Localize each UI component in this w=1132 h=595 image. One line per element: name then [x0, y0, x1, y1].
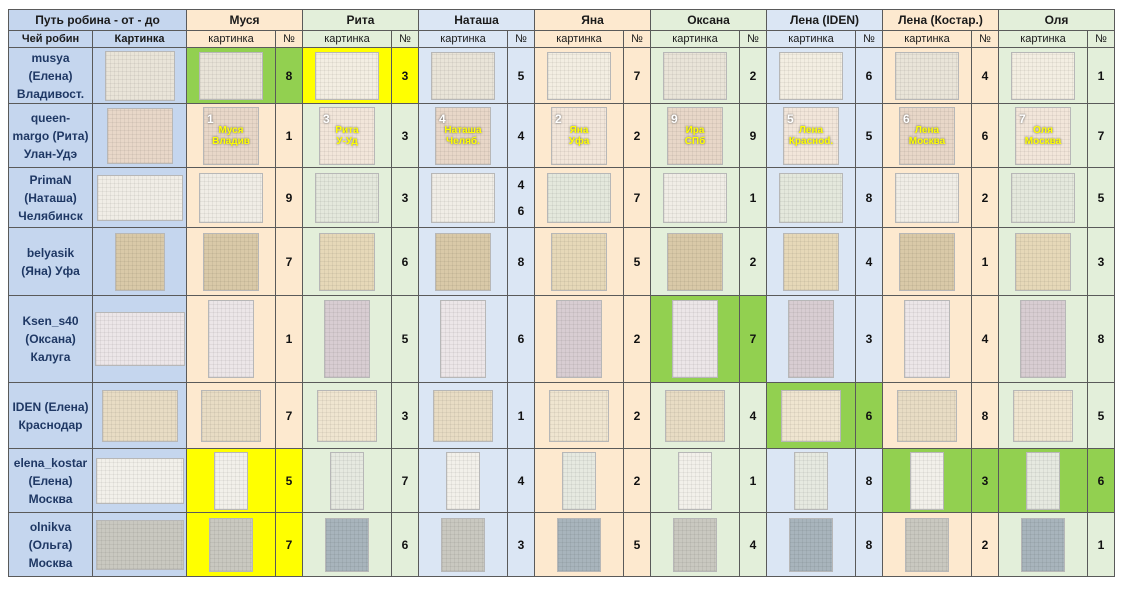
stitch-picture[interactable] — [549, 390, 609, 442]
table-row — [9, 48, 1115, 104]
stitch-picture-cell — [999, 228, 1088, 296]
cupcake-number: 6 — [903, 111, 910, 126]
stitch-picture-cell — [767, 228, 856, 296]
owner-line: (Наташа) — [24, 190, 77, 205]
kartinka-subheader: картинка — [651, 31, 740, 48]
owner-subheader: Чей робин — [9, 31, 93, 48]
order-number: 6 — [508, 296, 535, 383]
stitch-picture-cell — [767, 296, 856, 383]
stitch-picture-cell — [303, 449, 392, 513]
stitch-picture-cell — [767, 449, 856, 513]
stitch-picture[interactable] — [330, 452, 364, 510]
order-number: 8 — [1088, 296, 1115, 383]
order-number: 5 — [1088, 383, 1115, 449]
robin-picture-cell — [93, 449, 187, 513]
stitch-picture-cell — [651, 449, 740, 513]
stitch-picture-cell — [187, 513, 276, 577]
owner-line: Улан-Удэ — [23, 146, 78, 161]
stitch-picture[interactable] — [557, 518, 601, 572]
stitch-picture[interactable] — [547, 52, 611, 100]
robin-picture[interactable] — [95, 312, 185, 366]
robin-owner — [9, 513, 93, 577]
order-number: 6 — [392, 228, 419, 296]
stitch-picture-cell — [651, 168, 740, 228]
stitch-picture[interactable] — [781, 390, 841, 442]
robin-picture[interactable] — [96, 458, 184, 504]
robin-picture-cell — [93, 228, 187, 296]
stitch-picture-cell — [303, 228, 392, 296]
order-number: 7 — [624, 48, 651, 104]
owner-line: Краснодар — [18, 417, 83, 432]
stitch-picture-cell — [187, 383, 276, 449]
stitch-picture-cell — [767, 513, 856, 577]
order-number: 4 — [508, 449, 535, 513]
cupcake-label: Ира — [685, 124, 705, 136]
owner-line: Ksen_s40 — [22, 314, 79, 328]
stitch-picture-cell — [535, 296, 624, 383]
robin-picture[interactable] — [115, 233, 165, 291]
cupcake-number: 9 — [671, 111, 678, 126]
stitch-picture[interactable] — [895, 173, 959, 223]
stitch-picture-cell — [187, 228, 276, 296]
stitch-picture[interactable] — [899, 233, 955, 291]
num-subheader: № — [972, 31, 999, 48]
cupcake-label: Наташа — [444, 124, 482, 136]
participant-header: Наташа — [419, 10, 535, 31]
order-number: 2 — [740, 228, 767, 296]
stitch-picture[interactable] — [325, 518, 369, 572]
stitch-picture[interactable] — [667, 233, 723, 291]
stitch-picture-cell — [767, 383, 856, 449]
table-row — [9, 513, 1115, 577]
stitch-picture[interactable] — [910, 452, 944, 510]
owner-line: (Оксана) — [25, 332, 76, 346]
order-number: 5 — [392, 296, 419, 383]
order-number: 1 — [740, 168, 767, 228]
order-number: 6 — [972, 104, 999, 168]
stitch-picture[interactable] — [794, 452, 828, 510]
cupcake-label: Рита — [335, 124, 359, 136]
num-subheader: № — [508, 31, 535, 48]
stitch-picture-cell — [767, 48, 856, 104]
order-number: 3 — [856, 296, 883, 383]
stitch-picture[interactable] — [1020, 300, 1066, 378]
owner-line: (Ольга) — [28, 537, 73, 552]
owner-line: PrimaN — [29, 172, 72, 187]
order-number: 7 — [276, 383, 303, 449]
robin-owner — [9, 104, 93, 168]
order-number: 3 — [392, 383, 419, 449]
robin-picture[interactable] — [105, 51, 175, 101]
order-number: 4 — [740, 513, 767, 577]
stitch-picture[interactable] — [203, 107, 259, 165]
stitch-picture-cell — [883, 104, 972, 168]
num-subheader: № — [276, 31, 303, 48]
stitch-picture[interactable] — [317, 390, 377, 442]
participant-header: Оля — [999, 10, 1115, 31]
robin-owner — [9, 296, 93, 383]
kartinka-subheader: картинка — [419, 31, 508, 48]
kartinka-subheader: картинка — [187, 31, 276, 48]
stitch-picture[interactable] — [789, 518, 833, 572]
stitch-picture-cell — [535, 228, 624, 296]
stitch-picture-cell — [419, 168, 508, 228]
stitch-picture[interactable] — [783, 233, 839, 291]
stitch-picture-cell — [651, 513, 740, 577]
stitch-picture[interactable] — [1026, 452, 1060, 510]
cupcake-label: Муся — [218, 124, 244, 136]
order-number: 8 — [508, 228, 535, 296]
order-number: 8 — [276, 48, 303, 104]
cupcake-label: Яна — [569, 124, 589, 136]
robin-table-wrapper — [8, 9, 1115, 577]
cupcake-number: 4 — [439, 111, 446, 126]
stitch-picture-cell — [419, 104, 508, 168]
robin-owner — [9, 383, 93, 449]
order-number: 6 — [856, 48, 883, 104]
order-number: 1 — [1088, 48, 1115, 104]
order-number: 1 — [740, 449, 767, 513]
participant-header: Яна — [535, 10, 651, 31]
picture-subheader: Картинка — [93, 31, 187, 48]
stitch-picture[interactable] — [899, 107, 955, 165]
stitch-picture-cell — [999, 48, 1088, 104]
robin-picture-cell — [93, 168, 187, 228]
owner-line: Челябинск — [18, 208, 83, 223]
cupcake-city: Москва — [1024, 135, 1062, 147]
robin-picture-cell — [93, 383, 187, 449]
stitch-picture[interactable] — [665, 390, 725, 442]
stitch-picture-cell — [651, 383, 740, 449]
stitch-picture-cell — [187, 48, 276, 104]
stitch-picture-cell — [419, 48, 508, 104]
order-number: 9 — [740, 104, 767, 168]
cupcake-city: Красноd. — [788, 135, 834, 147]
stitch-picture-cell — [535, 513, 624, 577]
robin-picture[interactable] — [107, 108, 173, 164]
stitch-picture-cell — [187, 104, 276, 168]
stitch-picture-cell — [535, 48, 624, 104]
order-number: 2 — [972, 168, 999, 228]
stitch-picture[interactable] — [547, 173, 611, 223]
order-number: 1 — [972, 228, 999, 296]
kartinka-subheader: картинка — [303, 31, 392, 48]
cupcake-number: 3 — [323, 111, 330, 126]
order-number: 8 — [972, 383, 999, 449]
stitch-picture-cell — [187, 168, 276, 228]
stitch-picture-cell — [999, 104, 1088, 168]
order-number: 3 — [392, 168, 419, 228]
stitch-picture[interactable] — [895, 52, 959, 100]
stitch-picture-cell — [535, 168, 624, 228]
stitch-picture-cell — [419, 513, 508, 577]
cupcake-label: Лена — [798, 124, 824, 136]
stitch-picture[interactable] — [440, 300, 486, 378]
kartinka-subheader: картинка — [883, 31, 972, 48]
order-number: 4 — [740, 383, 767, 449]
owner-line: (Елена) — [28, 473, 73, 488]
stitch-picture[interactable] — [315, 52, 379, 100]
stitch-picture-cell — [999, 296, 1088, 383]
stitch-picture[interactable] — [199, 52, 263, 100]
owner-line: (Елена) — [28, 68, 73, 83]
stitch-picture[interactable] — [324, 300, 370, 378]
stitch-picture-cell — [883, 168, 972, 228]
stitch-picture[interactable] — [1015, 233, 1071, 291]
stitch-picture-cell — [303, 48, 392, 104]
owner-line: olnikva — [29, 519, 72, 534]
stitch-picture[interactable] — [551, 107, 607, 165]
order-number: 7 — [740, 296, 767, 383]
stitch-picture-cell — [651, 296, 740, 383]
stitch-picture[interactable] — [897, 390, 957, 442]
order-number: 5 — [624, 228, 651, 296]
stitch-picture-cell — [303, 383, 392, 449]
order-number: 3 — [508, 513, 535, 577]
stitch-picture-cell — [419, 228, 508, 296]
stitch-picture-cell — [883, 513, 972, 577]
stitch-picture-cell — [303, 513, 392, 577]
stitch-picture-cell — [883, 228, 972, 296]
order-number: 3 — [1088, 228, 1115, 296]
stitch-picture[interactable] — [315, 173, 379, 223]
cupcake-label: Оля — [1033, 124, 1053, 136]
table-row — [9, 168, 1115, 228]
owner-line: (Яна) Уфа — [21, 263, 80, 278]
order-number: 2 — [740, 48, 767, 104]
robin-route-table — [8, 9, 1115, 577]
stitch-picture-cell — [535, 104, 624, 168]
stitch-picture-cell — [651, 104, 740, 168]
stitch-picture-cell — [303, 168, 392, 228]
robin-owner — [9, 449, 93, 513]
order-number: 7 — [276, 513, 303, 577]
participant-header: Лена (Костар.) — [883, 10, 999, 31]
order-number: 2 — [624, 296, 651, 383]
stitch-picture-cell — [883, 296, 972, 383]
stitch-picture-cell — [303, 104, 392, 168]
stitch-picture[interactable] — [663, 52, 727, 100]
order-number: 1 — [1088, 513, 1115, 577]
cupcake-city: У-Уд — [336, 135, 358, 147]
order-number: 3 — [392, 48, 419, 104]
stitch-picture[interactable] — [562, 452, 596, 510]
robin-picture[interactable] — [102, 390, 178, 442]
stitch-picture[interactable] — [667, 107, 723, 165]
stitch-picture[interactable] — [672, 300, 718, 378]
stitch-picture[interactable] — [441, 518, 485, 572]
num-subheader: № — [740, 31, 767, 48]
robin-owner — [9, 168, 93, 228]
cupcake-number: 7 — [1019, 111, 1026, 126]
owner-line: Калуга — [30, 350, 71, 364]
robin-owner — [9, 228, 93, 296]
owner-line: Владивост. — [16, 86, 85, 101]
stitch-picture[interactable] — [779, 52, 843, 100]
table-row — [9, 296, 1115, 383]
owner-line: belyasik — [26, 245, 75, 260]
stitch-picture-cell — [999, 383, 1088, 449]
order-number: 4 — [508, 104, 535, 168]
robin-picture[interactable] — [97, 175, 183, 221]
stitch-picture[interactable] — [1013, 390, 1073, 442]
order-number: 6 — [1088, 449, 1115, 513]
order-number: 7 — [624, 168, 651, 228]
order-number: 7 — [1088, 104, 1115, 168]
stitch-picture[interactable] — [779, 173, 843, 223]
robin-picture-cell — [93, 48, 187, 104]
order-number: 6 — [392, 513, 419, 577]
stitch-picture[interactable] — [663, 173, 727, 223]
stitch-picture[interactable] — [551, 233, 607, 291]
stitch-picture[interactable] — [673, 518, 717, 572]
stitch-picture[interactable] — [435, 233, 491, 291]
table-row — [9, 449, 1115, 513]
owner-line: elena_kostar — [13, 455, 88, 470]
cupcake-city: Челяб. — [446, 135, 480, 147]
order-number: 2 — [624, 383, 651, 449]
stitch-picture[interactable] — [431, 173, 495, 223]
stitch-picture[interactable] — [1015, 107, 1071, 165]
kartinka-subheader: картинка — [999, 31, 1088, 48]
stitch-picture[interactable] — [319, 107, 375, 165]
cupcake-city: Москва — [908, 135, 946, 147]
stitch-picture[interactable] — [209, 518, 253, 572]
stitch-picture-cell — [419, 383, 508, 449]
stitch-picture[interactable] — [199, 173, 263, 223]
participant-header: Муся — [187, 10, 303, 31]
owner-line: margo (Рита) — [12, 128, 89, 143]
owner-line: queen- — [30, 110, 71, 125]
table-row — [9, 104, 1115, 168]
stitch-picture-cell — [535, 449, 624, 513]
stitch-picture-cell — [883, 48, 972, 104]
order-number: 1 — [276, 296, 303, 383]
order-number: 2 — [624, 449, 651, 513]
stitch-picture[interactable] — [788, 300, 834, 378]
stitch-picture[interactable] — [446, 452, 480, 510]
order-number: 5 — [624, 513, 651, 577]
path-header: Путь робина - от - до — [9, 10, 187, 31]
order-number: 8 — [856, 513, 883, 577]
stitch-picture-cell — [999, 513, 1088, 577]
order-number: 7 — [392, 449, 419, 513]
stitch-picture-cell — [187, 296, 276, 383]
order-number: 1 — [508, 383, 535, 449]
cupcake-number: 2 — [555, 111, 562, 126]
cupcake-city: Уфа — [568, 135, 590, 147]
cupcake-city: Владив — [212, 135, 250, 147]
stitch-picture[interactable] — [214, 452, 248, 510]
order-number: 2 — [624, 104, 651, 168]
order-number: 3 — [972, 449, 999, 513]
stitch-picture[interactable] — [1021, 518, 1065, 572]
owner-line: Москва — [28, 491, 73, 506]
stitch-picture-cell — [419, 449, 508, 513]
stitch-picture[interactable] — [431, 52, 495, 100]
participant-header: Лена (IDEN) — [767, 10, 883, 31]
stitch-picture-cell — [883, 383, 972, 449]
cupcake-label: Лена — [914, 124, 940, 136]
stitch-picture-cell — [767, 104, 856, 168]
stitch-picture[interactable] — [678, 452, 712, 510]
cupcake-number: 5 — [787, 111, 794, 126]
stitch-picture[interactable] — [783, 107, 839, 165]
robin-picture-cell — [93, 104, 187, 168]
order-number: 4 — [972, 48, 999, 104]
cupcake-number: 1 — [207, 111, 214, 126]
order-number: 3 — [392, 104, 419, 168]
order-number: 8 — [856, 449, 883, 513]
participant-header: Оксана — [651, 10, 767, 31]
order-number: 4 — [856, 228, 883, 296]
stitch-picture-cell — [535, 383, 624, 449]
order-number: 4 6 — [508, 168, 535, 228]
num-subheader: № — [856, 31, 883, 48]
robin-owner — [9, 48, 93, 104]
robin-picture-cell — [93, 296, 187, 383]
order-number: 5 — [856, 104, 883, 168]
num-subheader: № — [624, 31, 651, 48]
num-subheader: № — [1088, 31, 1115, 48]
order-number: 5 — [276, 449, 303, 513]
stitch-picture-cell — [303, 296, 392, 383]
stitch-picture[interactable] — [201, 390, 261, 442]
stitch-picture-cell — [187, 449, 276, 513]
order-number: 8 — [856, 168, 883, 228]
stitch-picture-cell — [883, 449, 972, 513]
table-row — [9, 228, 1115, 296]
stitch-picture-cell — [419, 296, 508, 383]
order-number: 4 — [972, 296, 999, 383]
stitch-picture[interactable] — [904, 300, 950, 378]
owner-line: musya — [31, 50, 70, 65]
stitch-picture[interactable] — [203, 233, 259, 291]
order-number: 1 — [276, 104, 303, 168]
stitch-picture[interactable] — [905, 518, 949, 572]
stitch-picture-cell — [651, 228, 740, 296]
order-number: 9 — [276, 168, 303, 228]
order-number: 5 — [508, 48, 535, 104]
stitch-picture[interactable] — [208, 300, 254, 378]
owner-line: IDEN (Елена) — [12, 399, 89, 414]
stitch-picture[interactable] — [556, 300, 602, 378]
kartinka-subheader: картинка — [535, 31, 624, 48]
robin-picture-cell — [93, 513, 187, 577]
stitch-picture[interactable] — [435, 107, 491, 165]
stitch-picture-cell — [767, 168, 856, 228]
table-row — [9, 383, 1115, 449]
participant-header: Рита — [303, 10, 419, 31]
order-number: 5 — [1088, 168, 1115, 228]
stitch-picture-cell — [999, 168, 1088, 228]
owner-line: Москва — [28, 555, 73, 570]
robin-picture[interactable] — [96, 520, 184, 570]
stitch-picture-cell — [651, 48, 740, 104]
stitch-picture-cell — [999, 449, 1088, 513]
order-number: 7 — [276, 228, 303, 296]
order-number: 6 — [856, 383, 883, 449]
stitch-picture[interactable] — [319, 233, 375, 291]
kartinka-subheader: картинка — [767, 31, 856, 48]
stitch-picture[interactable] — [1011, 173, 1075, 223]
num-subheader: № — [392, 31, 419, 48]
order-number: 2 — [972, 513, 999, 577]
cupcake-city: СПб — [684, 135, 706, 147]
stitch-picture[interactable] — [433, 390, 493, 442]
stitch-picture[interactable] — [1011, 52, 1075, 100]
